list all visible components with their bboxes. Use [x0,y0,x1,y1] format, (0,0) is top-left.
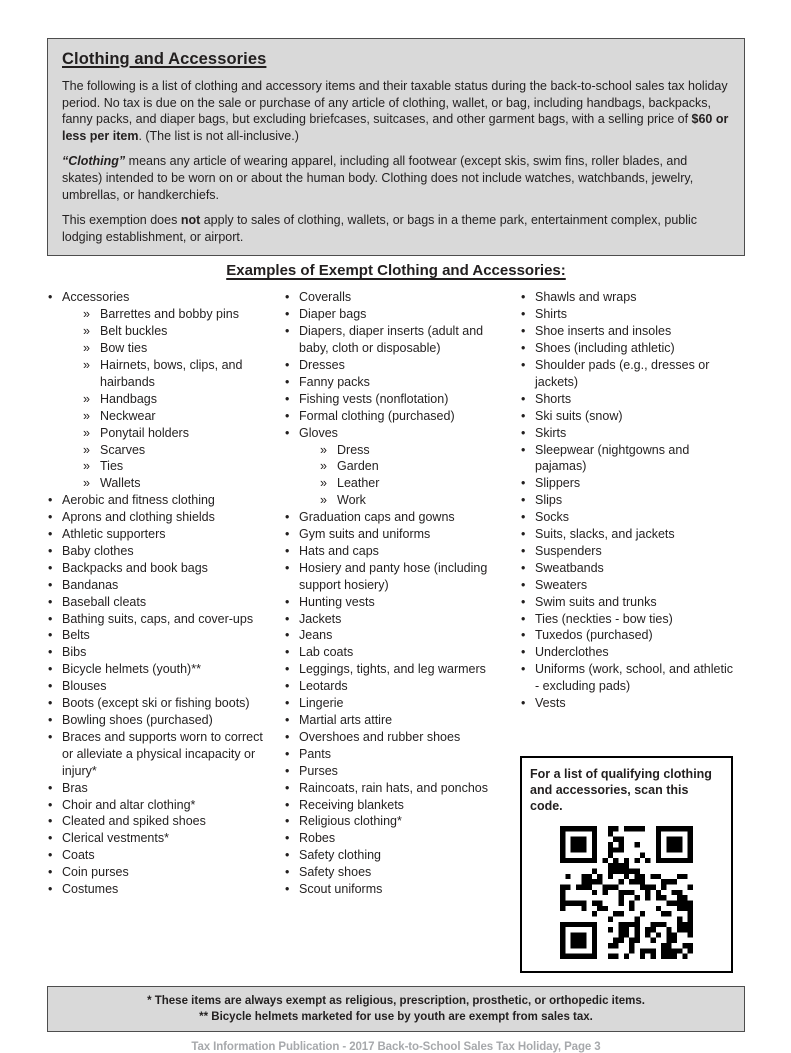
bullet-icon: • [285,560,290,575]
bullet-icon: • [285,713,290,727]
list-item [284,408,512,425]
column-1 [47,289,284,973]
list-item-label: Bras [62,780,88,795]
list-item-label: Scarves [100,442,146,457]
list-item [320,475,512,492]
list-item [47,560,276,577]
list-item-label: Graduation caps and gowns [299,510,455,525]
list-item [520,577,737,594]
bullet-icon: • [285,408,290,423]
list-item-label: Leotards [299,679,348,694]
bullet-icon: • [285,662,290,677]
list-item [284,289,512,306]
list-item-label: Receiving blankets [299,797,404,812]
bullet-icon: • [48,848,53,863]
list-item [520,526,737,543]
list-item-label: Jackets [299,611,342,626]
qr-box-label: For a list of qualifying clothing and accessories, scan this code. [530,767,712,813]
bullet-icon: • [285,611,290,626]
bullet-icon: • [521,307,526,322]
examples-heading: Examples of Exempt Clothing and Accessories: [226,262,566,280]
intro-paragraph-3: This exemption does not apply to sales of clothing, wallets, or bags in a theme park, entertainment complex, public lodging establishment, or airport. [62,213,698,244]
list-item [520,543,737,560]
list-item [284,374,512,391]
list-item-label: Shoe inserts and insoles [535,324,672,339]
list-item [47,881,276,898]
list-item [284,678,512,695]
bullet-icon: • [521,527,526,542]
list-item-label: Boots (except ski or fishing boots) [62,696,250,711]
sub-bullet-icon: » [320,459,327,474]
list-item [284,306,512,323]
bullet-icon: • [285,780,290,795]
list-item-label: Work [337,493,366,508]
sub-bullet-icon: » [83,425,90,440]
list-item-label: Leather [337,476,380,491]
list-item-label: Religious clothing* [299,814,402,829]
list-item [284,391,512,408]
list-item-label: Slippers [535,476,581,491]
list-item-label: Robes [299,831,336,846]
list-item-label: Bathing suits, caps, and cover-ups [62,611,254,626]
list-item-label: Bicycle helmets (youth)** [62,662,201,677]
list-item [284,661,512,678]
bullet-icon: • [48,882,53,897]
list-item-label: Sweaters [535,577,588,592]
list-item-label: Shirts [535,307,567,322]
list-item-label: Dress [337,442,370,457]
bullet-icon: • [521,408,526,423]
list-item-label: Garden [337,459,379,474]
list-item-label: Skirts [535,425,567,440]
list-item-label: Gloves [299,425,338,440]
bullet-icon: • [285,510,290,525]
exempt-list-column-3 [520,289,737,712]
bullet-icon: • [285,729,290,744]
bullet-icon: • [521,594,526,609]
sub-bullet-icon: » [83,476,90,491]
list-item [47,864,276,881]
list-item [284,644,512,661]
list-item-label: Shorts [535,391,572,406]
list-item-label: Clerical vestments* [62,831,169,846]
list-item [83,357,276,391]
list-item [284,543,512,560]
list-item [47,712,276,729]
list-item-label: Shoes (including athletic) [535,341,675,356]
bullet-icon: • [48,594,53,609]
bullet-icon: • [48,831,53,846]
list-item [520,391,737,408]
list-item [47,509,276,526]
bullet-icon: • [521,645,526,660]
list-item [284,729,512,746]
list-item [520,289,737,306]
list-item [284,695,512,712]
bullet-icon: • [48,865,53,880]
list-item-label: Hairnets, bows, clips, and hairbands [100,357,243,389]
list-item [47,492,276,509]
list-item-label: Aprons and clothing shields [62,510,215,525]
list-item-label: Gym suits and uniforms [299,527,431,542]
list-item [284,323,512,357]
bullet-icon: • [48,577,53,592]
sub-bullet-icon: » [83,307,90,322]
list-item-label: Shawls and wraps [535,290,637,305]
list-item-label: Baby clothes [62,543,134,558]
list-item [284,881,512,898]
sub-bullet-icon: » [83,391,90,406]
list-item-label: Suspenders [535,543,602,558]
bullet-icon: • [285,831,290,846]
bullet-icon: • [285,763,290,778]
bullet-icon: • [521,662,526,677]
bullet-icon: • [285,746,290,761]
list-item-label: Diapers, diaper inserts (adult and baby, cloth or disposable) [299,324,484,356]
sub-list [320,442,512,510]
bullet-icon: • [285,425,290,440]
list-item [47,594,276,611]
sub-bullet-icon: » [83,324,90,339]
qr-callout-box [520,756,733,973]
list-item [284,560,512,594]
list-item [284,357,512,374]
bullet-icon: • [48,713,53,727]
list-item [47,289,276,492]
sub-bullet-icon: » [320,493,327,508]
list-item [320,442,512,459]
bullet-icon: • [285,696,290,711]
bullet-icon: • [521,577,526,592]
bullet-icon: • [285,307,290,322]
list-item-label: Choir and altar clothing* [62,797,196,812]
list-item-label: Bow ties [100,341,148,356]
list-item-label: Hunting vests [299,594,375,609]
list-item-label: Scout uniforms [299,882,383,897]
list-item [47,780,276,797]
bullet-icon: • [48,527,53,542]
list-item [83,323,276,340]
list-item [320,492,512,509]
list-item-label: Suits, slacks, and jackets [535,527,675,542]
bullet-icon: • [521,290,526,305]
list-item [83,442,276,459]
list-item-label: Slips [535,493,563,508]
list-item [47,678,276,695]
list-item [284,797,512,814]
bullet-icon: • [521,391,526,406]
list-item-label: Ski suits (snow) [535,408,623,423]
list-item [520,661,737,695]
footnote-asterisk: * These items are always exempt as religious, prescription, prosthetic, or orthopedic items. [147,995,645,1007]
bullet-icon: • [48,797,53,812]
list-item-label: Ponytail holders [100,425,189,440]
list-item-label: Martial arts attire [299,713,393,727]
list-item [284,746,512,763]
list-item [520,475,737,492]
list-item-label: Hats and caps [299,543,379,558]
list-item [47,729,276,780]
list-item-label: Leggings, tights, and leg warmers [299,662,486,677]
intro-paragraph-1: The following is a list of clothing and accessory items and their taxable status during the back-to-school sales tax holiday period. No tax is due on the sale or purchase of any article of clothing, wallet, or bag, including handbags, backpacks, fanny packs, and diaper bags, but excluding briefcases, suitcases, and other garment bags, with a selling price of $60 or less per item. (The list is not all-inclusive.) [62,79,729,143]
bullet-icon: • [285,797,290,812]
list-item [320,458,512,475]
bullet-icon: • [521,628,526,643]
list-item [284,864,512,881]
bullet-icon: • [285,628,290,643]
list-item-label: Overshoes and rubber shoes [299,729,461,744]
list-item-label: Underclothes [535,645,609,660]
bullet-icon: • [48,729,53,744]
qr-code [560,826,693,959]
list-item-label: Formal clothing (purchased) [299,408,455,423]
bullet-icon: • [285,865,290,880]
list-item-label: Pants [299,746,331,761]
bullet-icon: • [48,662,53,677]
list-item-label: Shoulder pads (e.g., dresses or jackets) [535,357,710,389]
list-item [520,408,737,425]
list-item [47,797,276,814]
list-item [520,492,737,509]
bullet-icon: • [48,780,53,795]
bullet-icon: • [48,510,53,525]
sub-bullet-icon: » [83,459,90,474]
list-item-label: Sleepwear (nightgowns and pajamas) [535,442,690,474]
bullet-icon: • [521,543,526,558]
bullet-icon: • [285,324,290,339]
list-item [47,847,276,864]
list-item-label: Coin purses [62,865,129,880]
list-item-label: Belt buckles [100,324,168,339]
column-2 [284,289,520,973]
bullet-icon: • [521,442,526,457]
list-item [47,661,276,678]
list-item-label: Handbags [100,391,157,406]
list-item-label: Sweatbands [535,560,604,575]
list-item [284,813,512,830]
list-item-label: Neckwear [100,408,156,423]
bullet-icon: • [48,696,53,711]
list-item [520,644,737,661]
list-item-label: Ties (neckties - bow ties) [535,611,673,626]
sub-bullet-icon: » [320,442,327,457]
list-item [284,509,512,526]
list-item-label: Fishing vests (nonflotation) [299,391,449,406]
list-item [47,644,276,661]
bullet-icon: • [285,848,290,863]
page-footer: Tax Information Publication - 2017 Back-to-School Sales Tax Holiday, Page 3 [191,1041,601,1053]
list-item [520,425,737,442]
list-item-label: Purses [299,763,338,778]
bullet-icon: • [285,645,290,660]
list-item [47,695,276,712]
list-item-label: Socks [535,510,570,525]
list-item-label: Belts [62,628,90,643]
list-item-label: Bibs [62,645,87,660]
list-item-label: Coveralls [299,290,352,305]
exempt-list-column-2 [284,289,512,898]
list-item-label: Raincoats, rain hats, and ponchos [299,780,489,795]
list-item-label: Hosiery and panty hose (including support hosiery) [299,560,488,592]
list-item [520,340,737,357]
bullet-icon: • [48,290,53,305]
bullet-icon: • [48,560,53,575]
list-item [47,526,276,543]
list-item [520,323,737,340]
column-3 [520,289,745,973]
bullet-icon: • [48,543,53,558]
list-item [47,627,276,644]
list-item-label: Accessories [62,290,130,305]
list-item [47,577,276,594]
list-item [520,611,737,628]
list-item [47,813,276,830]
bullet-icon: • [521,510,526,525]
list-item [520,695,737,712]
list-item-label: Dresses [299,357,345,372]
list-item-label: Coats [62,848,95,863]
list-item-label: Ties [100,459,124,474]
bullet-icon: • [48,611,53,626]
sub-bullet-icon: » [83,341,90,356]
list-item-label: Braces and supports worn to correct or alleviate a physical incapacity or injury* [62,729,263,778]
bullet-icon: • [48,679,53,694]
intro-panel [47,38,745,256]
list-item [47,543,276,560]
list-item-label: Swim suits and trunks [535,594,657,609]
bullet-icon: • [521,357,526,372]
list-item [284,712,512,729]
list-item-label: Cleated and spiked shoes [62,814,206,829]
list-item-label: Bowling shoes (purchased) [62,713,213,727]
list-item [284,763,512,780]
bullet-icon: • [285,594,290,609]
list-item [83,408,276,425]
list-item [520,357,737,391]
bullet-icon: • [285,679,290,694]
list-item-label: Uniforms (work, school, and athletic - excluding pads) [535,662,733,694]
bullet-icon: • [285,391,290,406]
list-item-label: Fanny packs [299,374,370,389]
bullet-icon: • [48,493,53,508]
list-item-label: Lingerie [299,696,344,711]
exempt-list-column-1 [47,289,276,898]
sub-bullet-icon: » [320,476,327,491]
list-item [83,475,276,492]
bullet-icon: • [285,814,290,829]
bullet-icon: • [285,527,290,542]
bullet-icon: • [285,882,290,897]
bullet-icon: • [521,493,526,508]
list-item-label: Jeans [299,628,333,643]
list-item-label: Barrettes and bobby pins [100,307,239,322]
bullet-icon: • [521,425,526,440]
bullet-icon: • [285,543,290,558]
exempt-items-columns [47,289,745,973]
list-item-label: Lab coats [299,645,354,660]
list-item-label: Costumes [62,882,119,897]
list-item-label: Diaper bags [299,307,367,322]
list-item-label: Vests [535,696,566,711]
list-item [284,830,512,847]
list-item-label: Tuxedos (purchased) [535,628,653,643]
bullet-icon: • [285,357,290,372]
list-item [520,442,737,476]
intro-paragraph-2: “Clothing” means any article of wearing apparel, including all footwear (except skis, swim fins, roller blades, and skates) intended to be worn on or about the human body. Clothing does not include watches, watchbands, jewelry, umbrellas, or handkerchiefs. [62,154,694,202]
list-item-label: Bandanas [62,577,119,592]
bullet-icon: • [521,560,526,575]
list-item-label: Baseball cleats [62,594,147,609]
list-item-label: Backpacks and book bags [62,560,208,575]
list-item [520,560,737,577]
bullet-icon: • [48,628,53,643]
list-item-label: Athletic supporters [62,527,166,542]
list-item [284,847,512,864]
sub-list [83,306,276,492]
list-item [520,509,737,526]
bullet-icon: • [521,611,526,626]
list-item [47,611,276,628]
sub-bullet-icon: » [83,442,90,457]
list-item [83,306,276,323]
footnote-double-asterisk: ** Bicycle helmets marketed for use by youth are exempt from sales tax. [199,1011,593,1023]
list-item [284,425,512,510]
list-item [284,526,512,543]
list-item [284,594,512,611]
list-item [284,627,512,644]
list-item [520,627,737,644]
bullet-icon: • [48,814,53,829]
list-item [83,391,276,408]
bullet-icon: • [521,696,526,711]
list-item [284,611,512,628]
sub-bullet-icon: » [83,408,90,423]
list-item [47,830,276,847]
list-item [83,425,276,442]
bullet-icon: • [48,645,53,660]
page-title: Clothing and Accessories [62,50,267,68]
bullet-icon: • [521,324,526,339]
list-item-label: Blouses [62,679,107,694]
list-item-label: Wallets [100,476,141,491]
list-item [284,780,512,797]
bullet-icon: • [521,476,526,491]
bullet-icon: • [285,374,290,389]
list-item-label: Safety clothing [299,848,381,863]
list-item-label: Safety shoes [299,865,372,880]
list-item [520,306,737,323]
bullet-icon: • [285,290,290,305]
sub-bullet-icon: » [83,357,90,372]
list-item [520,594,737,611]
footnotes-bar [47,986,745,1032]
list-item-label: Aerobic and fitness clothing [62,493,215,508]
list-item [83,458,276,475]
bullet-icon: • [521,341,526,356]
list-item [83,340,276,357]
